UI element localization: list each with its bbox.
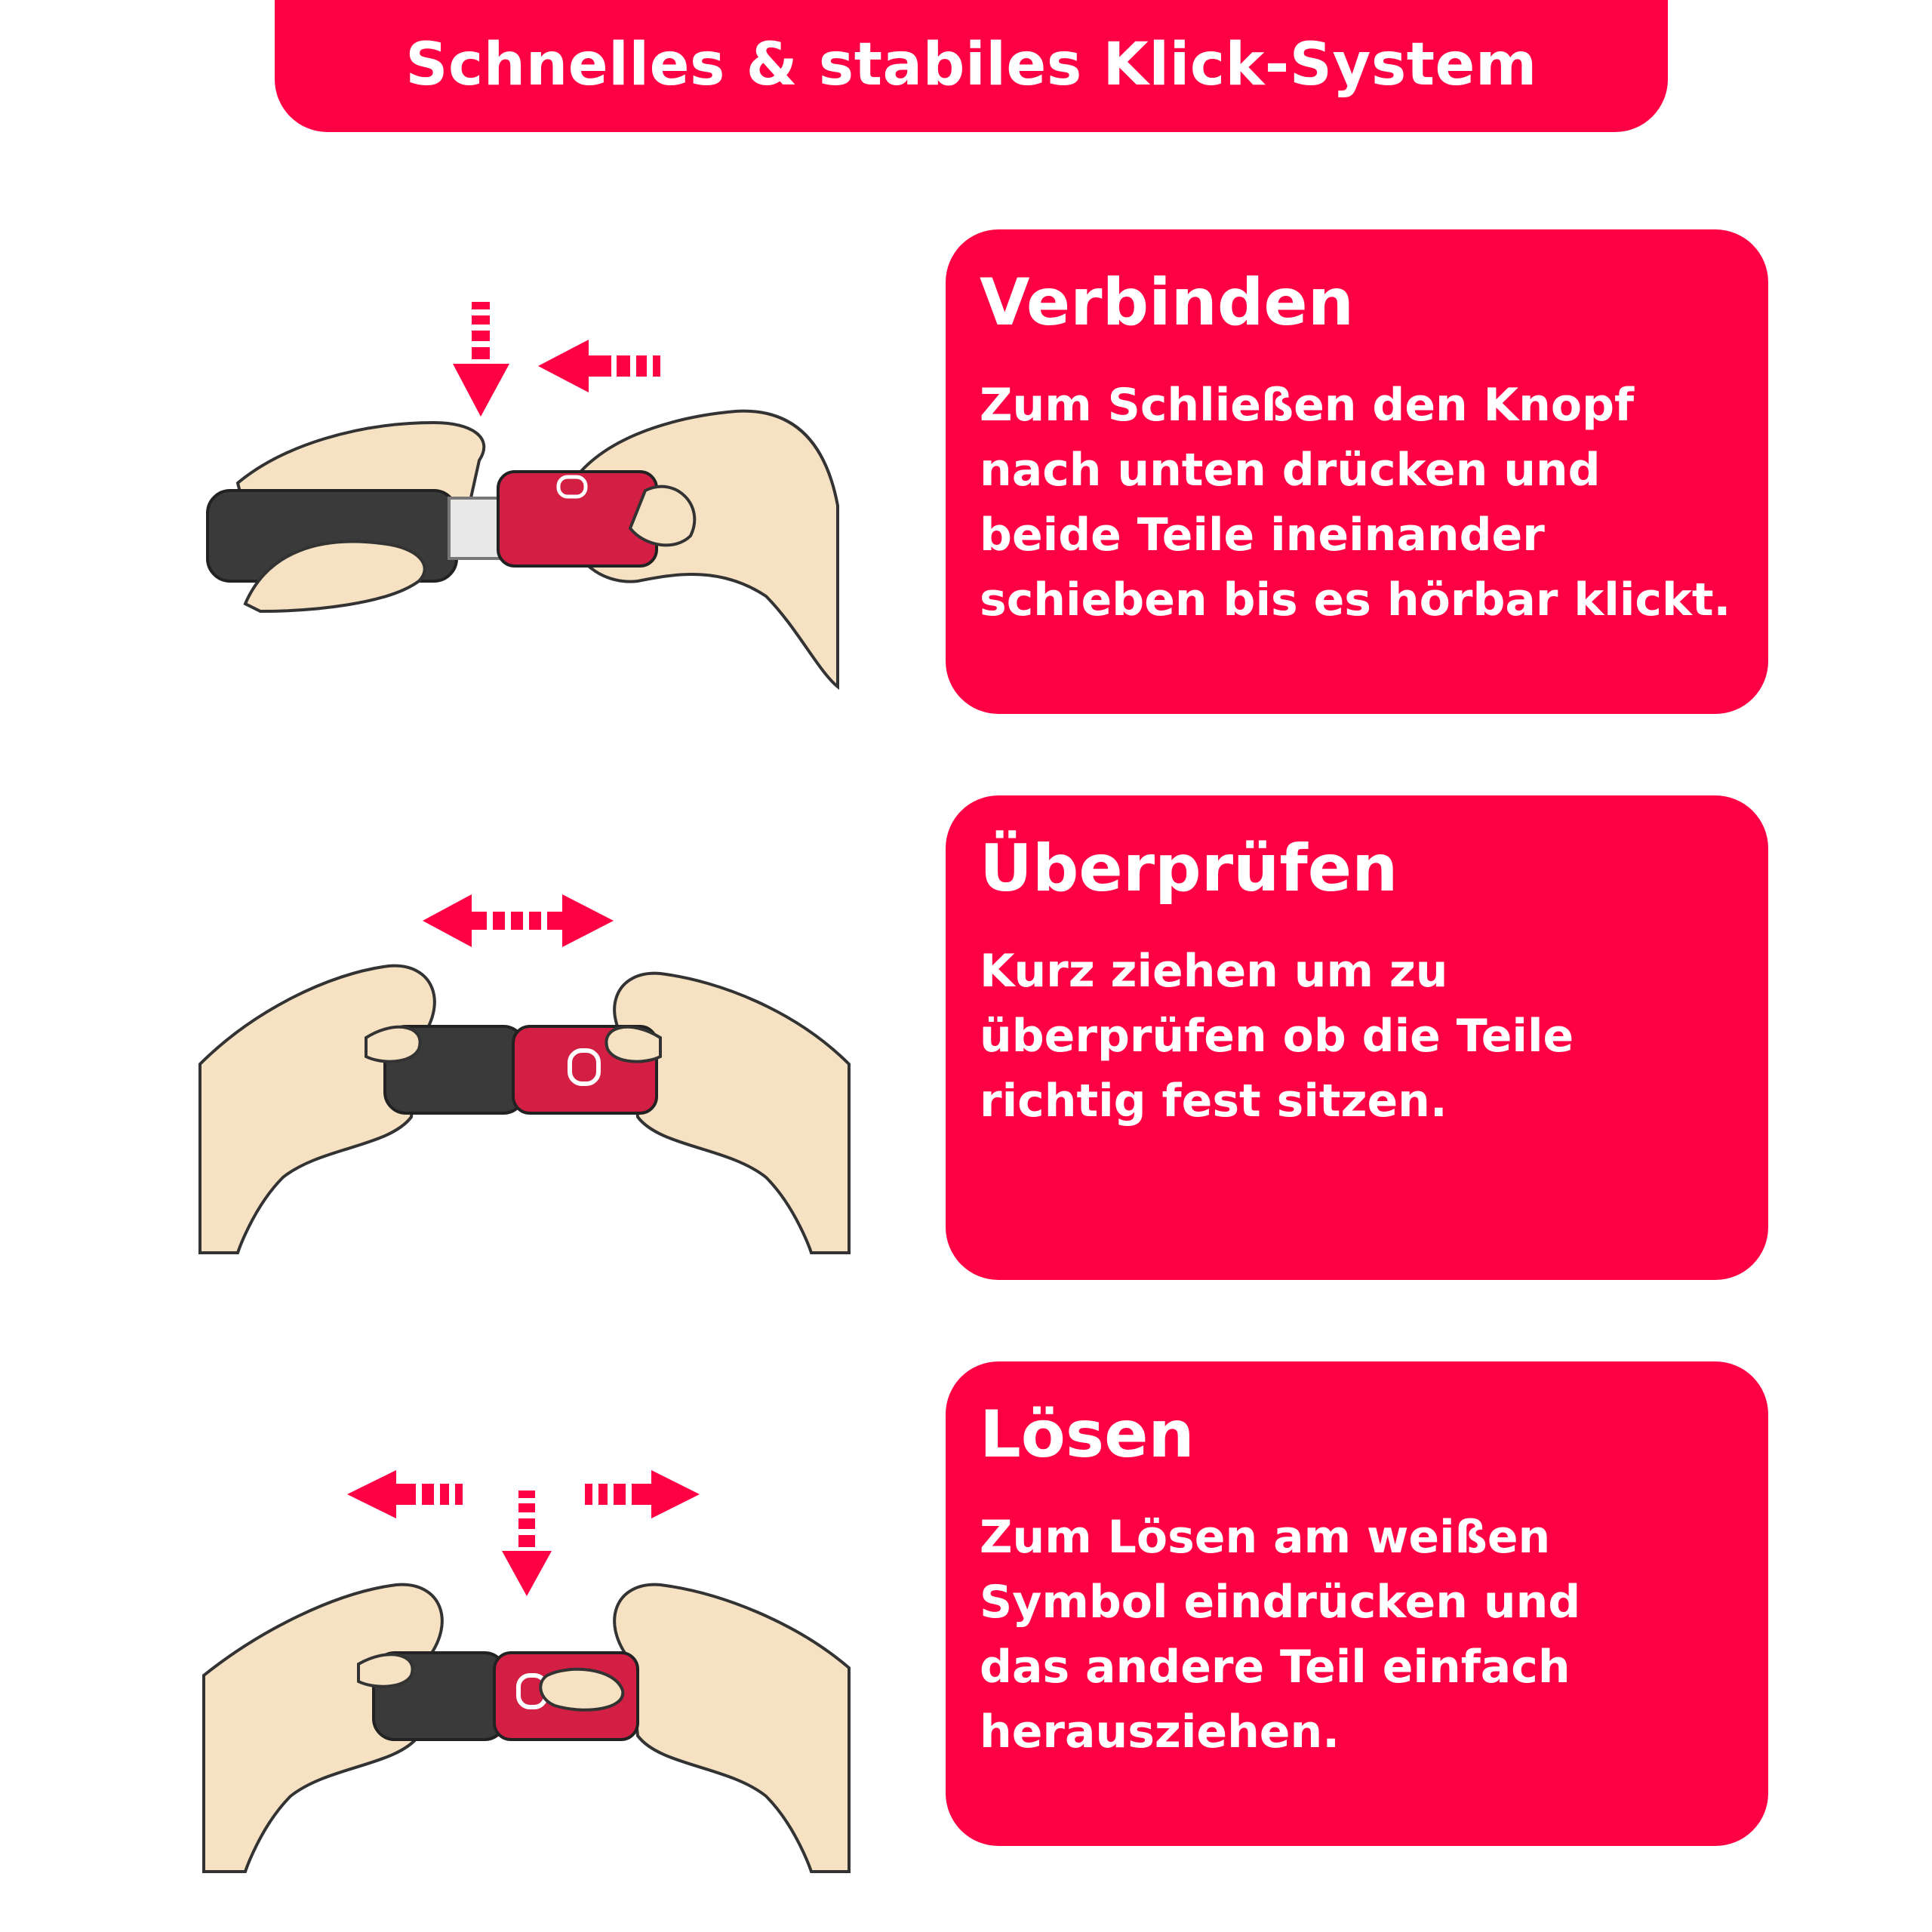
step-description-line: schieben bis es hörbar klickt. [980, 574, 1731, 627]
step-card-check [946, 795, 1768, 1280]
step-description-line: das andere Teil einfach [980, 1641, 1571, 1694]
arrow-left-icon [538, 340, 660, 392]
step-description [980, 939, 1768, 1134]
arrow-left-icon [347, 1470, 463, 1518]
hands-connect-illustration [192, 279, 857, 747]
step-heading: Lösen [980, 1397, 1195, 1472]
step-description-line: überprüfen ob die Teile [980, 1010, 1574, 1063]
step-description-line: herausziehen. [980, 1706, 1340, 1759]
step-description [980, 1505, 1768, 1764]
step-description-line: nach unten drücken und [980, 444, 1601, 497]
step-description-line: richtig fest sitzen. [980, 1075, 1447, 1128]
arrow-down-icon [502, 1491, 552, 1596]
step-description-line: Symbol eindrücken und [980, 1576, 1581, 1629]
title-banner [275, 0, 1668, 132]
step-description [980, 373, 1768, 632]
step-heading: Überprüfen [980, 831, 1398, 906]
step-description-line: Zum Schließen den Knopf [980, 379, 1635, 432]
arrow-left-right-icon [423, 894, 614, 947]
step-description-line: Kurz ziehen um zu [980, 945, 1448, 998]
hands-check-illustration [192, 875, 857, 1343]
step-description-line: Zum Lösen am weißen [980, 1511, 1551, 1564]
arrow-right-icon [585, 1470, 700, 1518]
hands-release-illustration [192, 1449, 857, 1917]
step-heading: Verbinden [980, 265, 1354, 340]
step-description-line: beide Teile ineinander [980, 509, 1545, 562]
step-card-release [946, 1361, 1768, 1846]
step-card-connect [946, 229, 1768, 714]
arrow-down-icon [453, 302, 509, 417]
page-title: Schnelles & stabiles Klick-System [405, 31, 1537, 99]
